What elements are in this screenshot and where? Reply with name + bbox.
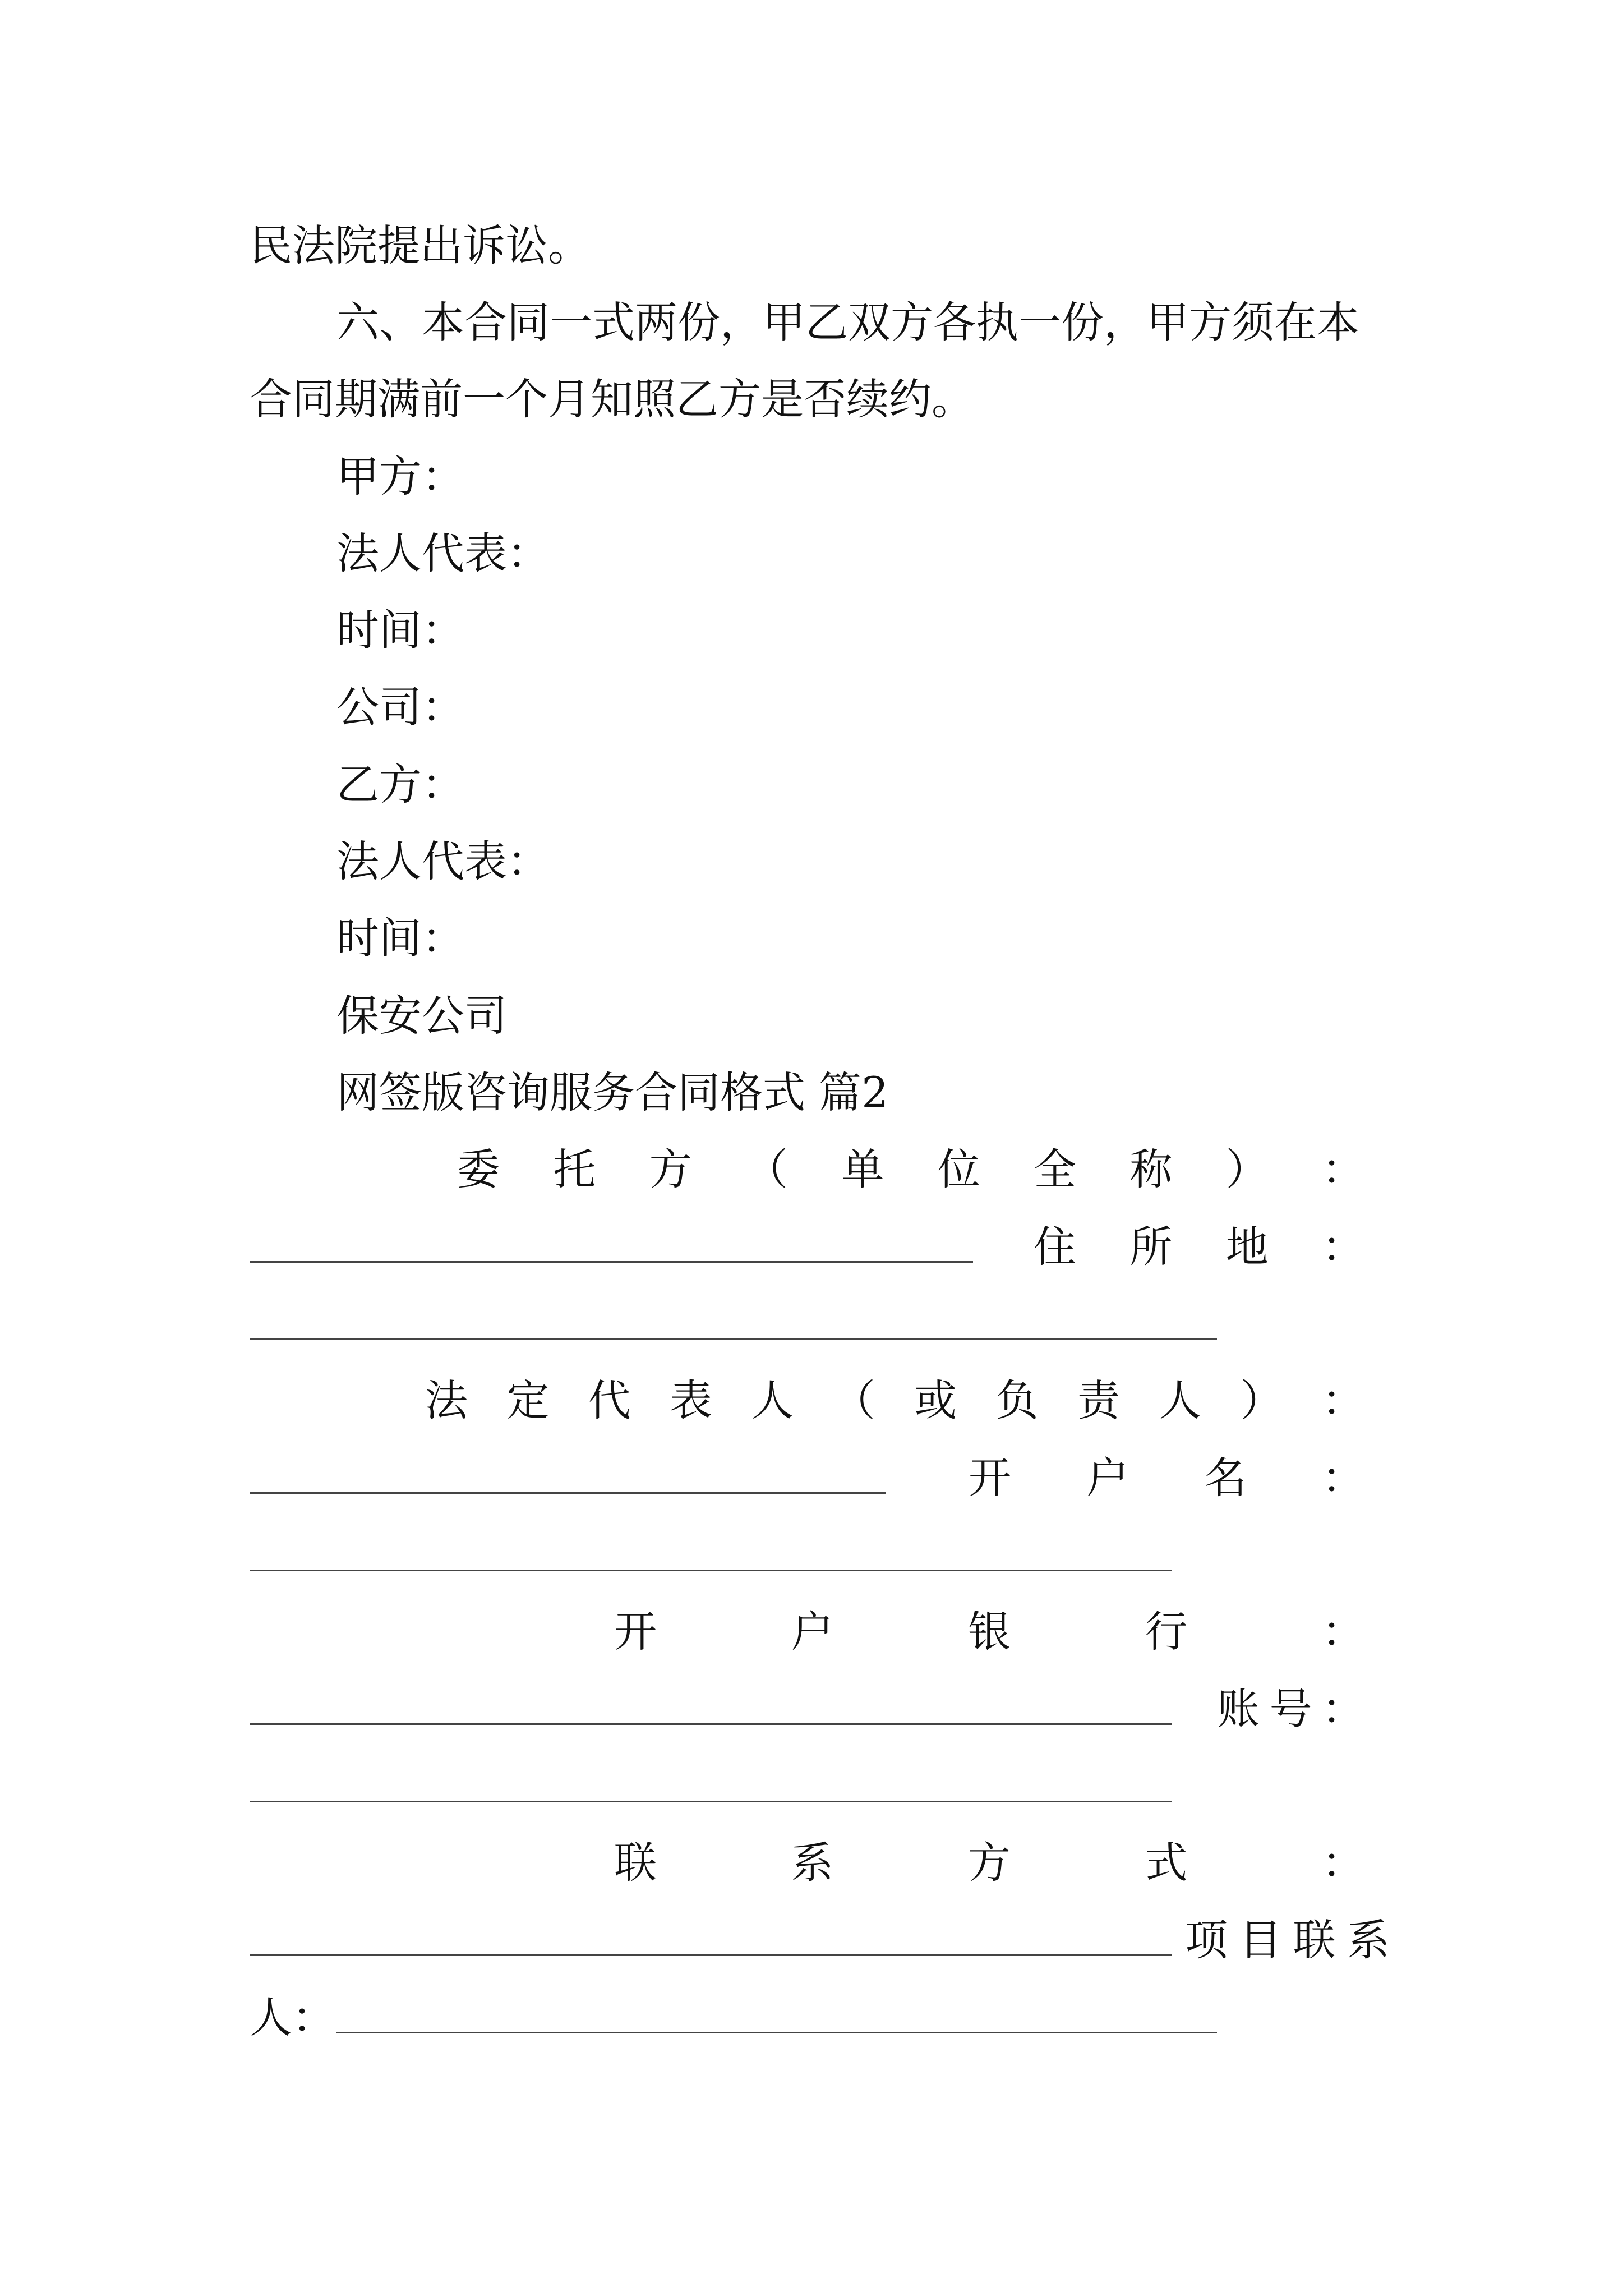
field-label-account-name: 开 户 名 ： [969, 1453, 1364, 1503]
text-line: 法人代表： [336, 528, 550, 578]
text-line: 时间： [336, 605, 464, 655]
field-label-person: 人： [250, 1993, 335, 2042]
text-line: 时间： [336, 913, 464, 963]
field-label-contact: 联 系 方 式 ： [614, 1838, 1364, 1888]
field-label-residence: 住 所 地 ： [1034, 1222, 1364, 1272]
text-line: 六、本合同一式两份，甲乙双方各执一份，甲方须在本 [336, 297, 1359, 347]
text-line: 保安公司 [336, 991, 507, 1041]
text-line: 法人代表： [336, 836, 550, 886]
blank-line[interactable] [250, 1801, 1172, 1802]
text-line: 乙方： [336, 760, 464, 809]
blank-line[interactable] [250, 1492, 886, 1494]
field-label-bank: 开 户 银 行 ： [614, 1607, 1364, 1657]
text-line: 公司： [336, 682, 464, 732]
blank-line[interactable] [250, 1723, 1172, 1725]
field-label-client: 委 托 方 （ 单 位 全 称 ） ： [457, 1144, 1364, 1194]
field-label-legal-rep: 法 定 代 表 人 （ 或 负 责 人 ） ： [425, 1375, 1364, 1425]
text-line: 甲方： [336, 452, 464, 501]
blank-line[interactable] [250, 1338, 1217, 1340]
section-heading: 网签版咨询服务合同格式 篇2 [336, 1068, 889, 1117]
blank-line[interactable] [250, 1954, 1172, 1956]
field-label-account-no: 账 号 ： [1217, 1684, 1364, 1734]
text-line: 合同期满前一个月知照乙方是否续约。 [250, 374, 974, 424]
blank-line[interactable] [250, 1570, 1172, 1571]
blank-line[interactable] [250, 1261, 973, 1263]
blank-line[interactable] [336, 2032, 1217, 2033]
text-line: 民法院提出诉讼。 [250, 220, 591, 270]
field-label-project-contact: 项 目 联 系 [1185, 1915, 1390, 1965]
